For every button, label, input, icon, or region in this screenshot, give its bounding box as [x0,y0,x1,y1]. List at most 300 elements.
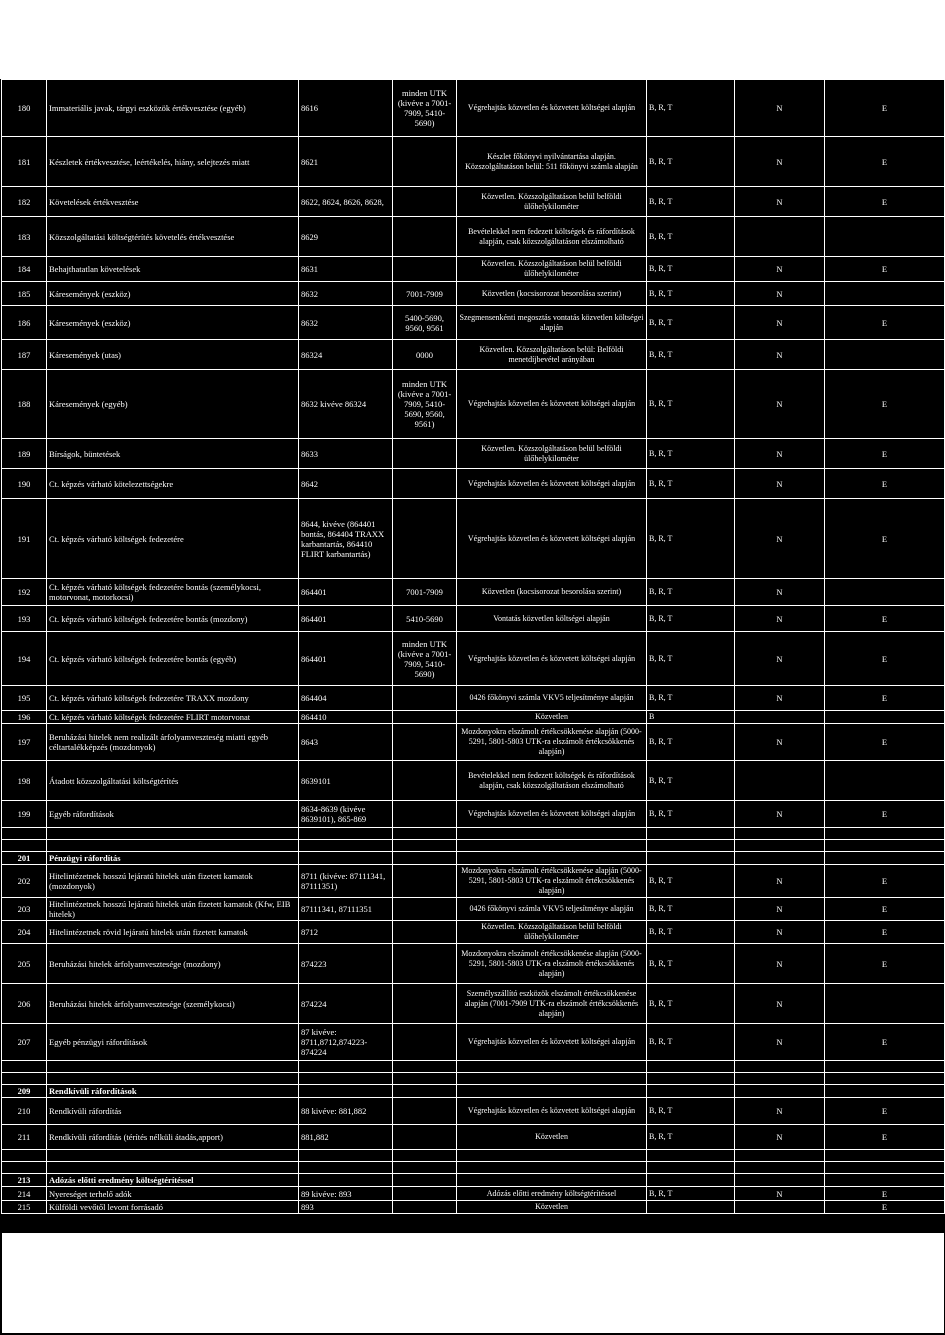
allocation-method: Mozdonyokra elszámolt értékcsökkenése alapján (5000-5291, 5801-5803 UTK-ra elszámolt értékcsökkenés alapján) [457,944,647,984]
allocation-method: Végrehajtás közvetlen és közvetett költségei alapján [457,80,647,137]
segment-flags: B, R, T [647,1125,735,1150]
segment-flags: B, R, T [647,761,735,801]
row-number: 180 [2,80,47,137]
segment-flags: B, R, T [647,686,735,711]
utk-range [393,686,457,711]
n-flag: N [735,632,825,686]
segment-flags [647,1174,735,1187]
table-row [2,1125,945,1150]
utk-range: minden UTK (kivéve a 7001-7909, 5410-5690) [393,632,457,686]
n-flag: N [735,340,825,370]
row-number: 205 [2,944,47,984]
n-flag: N [735,257,825,282]
utk-range [393,1098,457,1125]
table-row [2,632,945,686]
item-name: Közszolgáltatási költségtérítés követelés értékvesztése [47,217,299,257]
table-row [2,257,945,282]
account-code: 87 kivéve: 8711,8712,874223-874224 [299,1024,393,1061]
item-name [47,828,299,840]
allocation-method: Végrehajtás közvetlen és közvetett költségei alapján [457,499,647,579]
utk-range [393,1174,457,1187]
item-name [47,1162,299,1174]
utk-range [393,1150,457,1162]
e-flag: E [825,724,945,761]
e-flag: E [825,137,945,187]
segment-flags: B, R, T [647,632,735,686]
table-row [2,898,945,921]
item-name: Immateriális javak, tárgyi eszközök értékvesztése (egyéb) [47,80,299,137]
e-flag: E [825,1098,945,1125]
e-flag [825,1150,945,1162]
e-flag: E [825,898,945,921]
e-flag [825,1085,945,1098]
item-name: Ct. képzés várható költségek fedezetére FLIRT motorvonat [47,711,299,724]
allocation-method [457,1174,647,1187]
n-flag [735,711,825,724]
n-flag [735,217,825,257]
account-code: 8633 [299,439,393,469]
item-name [47,840,299,852]
row-number [2,1162,47,1174]
spacer-row [2,840,945,852]
spacer-row [2,1162,945,1174]
e-flag: E [825,306,945,340]
account-code [299,852,393,865]
n-flag: N [735,80,825,137]
row-number: 204 [2,921,47,944]
segment-flags: B, R, T [647,1098,735,1125]
account-code: 874223 [299,944,393,984]
account-code [299,1073,393,1085]
utk-range [393,801,457,828]
item-name: Ct. képzés várható költségek fedezetére TRAXX mozdony [47,686,299,711]
n-flag [735,1150,825,1162]
row-number: 194 [2,632,47,686]
account-code: 8622, 8624, 8626, 8628, [299,187,393,217]
utk-range: 5410-5690 [393,606,457,632]
allocation-method: Közvetlen. Közszolgáltatáson belül belföldi ülőhelykilométer [457,187,647,217]
row-number: 198 [2,761,47,801]
segment-flags: B, R, T [647,370,735,439]
row-number: 182 [2,187,47,217]
item-name: Káresemények (eszköz) [47,306,299,340]
table-row [2,340,945,370]
allocation-method: Személyszállító eszközök elszámolt értékcsökkenése alapján (7001-7909 UTK-ra elszámolt értékcsökkenés alapján) [457,984,647,1024]
row-number: 195 [2,686,47,711]
table-row [2,370,945,439]
segment-flags [647,1150,735,1162]
row-number [2,1061,47,1073]
item-name: Nyereséget terhelő adók [47,1187,299,1201]
item-name: Követelések értékvesztése [47,187,299,217]
n-flag: N [735,187,825,217]
utk-range [393,187,457,217]
e-flag: E [825,944,945,984]
segment-flags [647,840,735,852]
n-flag: N [735,865,825,898]
item-name: Hitelintézetnek hosszú lejáratú hitelek után fizetett kamatok (Kfw, EIB hitelek) [47,898,299,921]
allocation-method: 0426 főkönyvi számla VKV5 teljesítménye alapján [457,686,647,711]
segment-flags: B, R, T [647,921,735,944]
table-row [2,801,945,828]
e-flag: E [825,499,945,579]
allocation-method: Közvetlen. Közszolgáltatáson belül belföldi ülőhelykilométer [457,257,647,282]
row-number: 192 [2,579,47,606]
allocation-method: Közvetlen. Közszolgáltatáson belül: Belföldi menetdíjbevétel arányában [457,340,647,370]
e-flag [825,1174,945,1187]
row-number: 209 [2,1085,47,1098]
row-number: 193 [2,606,47,632]
e-flag: E [825,1187,945,1201]
account-code: 864410 [299,711,393,724]
row-number: 191 [2,499,47,579]
item-name [47,1061,299,1073]
account-code: 8643 [299,724,393,761]
row-number [2,828,47,840]
segment-flags: B, R, T [647,187,735,217]
segment-flags: B, R, T [647,499,735,579]
e-flag [825,1162,945,1174]
account-code: 8644, kivéve (864401 bontás, 864404 TRAXX karbantartás, 864410 FLIRT karbantartás) [299,499,393,579]
account-code: 864401 [299,632,393,686]
allocation-method: Bevételekkel nem fedezett költségek és ráfordítások alapján, csak közszolgáltatáson elszámolható [457,761,647,801]
item-name: Egyéb ráfordítások [47,801,299,828]
item-name: Bírságok, büntetések [47,439,299,469]
e-flag [825,1061,945,1073]
allocation-method: Végrehajtás közvetlen és közvetett költségei alapján [457,469,647,499]
account-code [299,1174,393,1187]
utk-range [393,1073,457,1085]
row-number: 186 [2,306,47,340]
row-number: 202 [2,865,47,898]
utk-range [393,1187,457,1201]
e-flag [825,340,945,370]
e-flag [825,282,945,306]
item-name: Beruházási hitelek árfolyamvesztesége (személykocsi) [47,984,299,1024]
account-code [299,840,393,852]
table-row [2,306,945,340]
account-code: 8639101 [299,761,393,801]
utk-range: 5400-5690, 9560, 9561 [393,306,457,340]
table-row [2,187,945,217]
item-name: Rendkívüli ráfordítás [47,1098,299,1125]
item-name: Egyéb pénzügyi ráfordítások [47,1024,299,1061]
segment-flags: B, R, T [647,1024,735,1061]
n-flag: N [735,499,825,579]
e-flag [825,579,945,606]
n-flag: N [735,686,825,711]
table-row [2,469,945,499]
row-number: 199 [2,801,47,828]
e-flag: E [825,469,945,499]
item-name: Behajthatatlan követelések [47,257,299,282]
row-number: 203 [2,898,47,921]
n-flag: N [735,1024,825,1061]
row-number: 196 [2,711,47,724]
allocation-method [457,1073,647,1085]
utk-range: 7001-7909 [393,282,457,306]
segment-flags: B, R, T [647,80,735,137]
account-code: 86324 [299,340,393,370]
e-flag [825,217,945,257]
n-flag [735,828,825,840]
item-name [47,1073,299,1085]
segment-flags: B, R, T [647,217,735,257]
item-name: Káresemények (utas) [47,340,299,370]
item-name: Hitelintézetnek hosszú lejáratú hitelek után fizetett kamatok (mozdonyok) [47,865,299,898]
account-code: 8631 [299,257,393,282]
allocation-method: Mozdonyokra elszámolt értékcsökkenése alapján (5000-5291, 5801-5803 UTK-ra elszámolt értékcsökkenés alapján) [457,865,647,898]
segment-flags: B, R, T [647,282,735,306]
account-code: 8642 [299,469,393,499]
table-row [2,439,945,469]
utk-range [393,944,457,984]
table-row [2,282,945,306]
row-number: 213 [2,1174,47,1187]
account-code: 89 kivéve: 893 [299,1187,393,1201]
e-flag: E [825,1125,945,1150]
table-row [2,686,945,711]
item-name: Beruházási hitelek nem realizált árfolyamveszteség miatti egyéb céltartalékképzés (mozdonyok) [47,724,299,761]
spacer-row [2,828,945,840]
table-row [2,1187,945,1201]
e-flag: E [825,1201,945,1214]
allocation-method: Közvetlen (kocsisorozat besorolása szerint) [457,579,647,606]
table-row [2,984,945,1024]
segment-flags [647,852,735,865]
segment-flags: B, R, T [647,898,735,921]
e-flag: E [825,865,945,898]
table-row [2,579,945,606]
e-flag: E [825,801,945,828]
row-number: 185 [2,282,47,306]
row-number: 201 [2,852,47,865]
section-header-row [2,852,945,865]
n-flag: N [735,606,825,632]
e-flag: E [825,257,945,282]
segment-flags: B, R, T [647,865,735,898]
table-row [2,606,945,632]
segment-flags: B, R, T [647,984,735,1024]
page-bottom-margin [2,1233,944,1333]
allocation-method: Végrehajtás közvetlen és közvetett költségei alapján [457,1098,647,1125]
utk-range [393,1085,457,1098]
row-number: 189 [2,439,47,469]
utk-range [393,984,457,1024]
row-number: 207 [2,1024,47,1061]
n-flag [735,1085,825,1098]
utk-range: 7001-7909 [393,579,457,606]
row-number: 210 [2,1098,47,1125]
account-code: 8616 [299,80,393,137]
allocation-method: Szegmensenkénti megosztás vontatás közvetlen költségei alapján [457,306,647,340]
allocation-method [457,852,647,865]
spacer-row [2,1061,945,1073]
allocation-method: Vontatás közvetlen költségei alapján [457,606,647,632]
item-name: Ct. képzés várható költségek fedezetére bontás (egyéb) [47,632,299,686]
table-row [2,1201,945,1214]
n-flag: N [735,137,825,187]
utk-range [393,1061,457,1073]
item-name: Rendkívüli ráfordítás (térítés nélküli átadás,apport) [47,1125,299,1150]
account-code: 8629 [299,217,393,257]
utk-range [393,898,457,921]
allocation-method: Közvetlen. Közszolgáltatáson belül belföldi ülőhelykilométer [457,921,647,944]
table-row [2,1098,945,1125]
n-flag [735,1162,825,1174]
n-flag: N [735,579,825,606]
utk-range [393,724,457,761]
n-flag [735,840,825,852]
allocation-method: Közvetlen [457,1201,647,1214]
item-name [47,1150,299,1162]
segment-flags: B, R, T [647,306,735,340]
section-header-row [2,1174,945,1187]
utk-range [393,852,457,865]
e-flag [825,711,945,724]
e-flag: E [825,187,945,217]
e-flag: E [825,80,945,137]
utk-range: 0000 [393,340,457,370]
account-code: 87111341, 87111351 [299,898,393,921]
row-number: 215 [2,1201,47,1214]
item-name: Adózás előtti eredmény költségtérítéssel [47,1174,299,1187]
n-flag: N [735,921,825,944]
account-code [299,1061,393,1073]
e-flag: E [825,606,945,632]
segment-flags: B, R, T [647,1187,735,1201]
row-number [2,1150,47,1162]
n-flag: N [735,984,825,1024]
allocation-method [457,828,647,840]
utk-range [393,828,457,840]
table-body [2,80,945,1214]
item-name: Ct. képzés várható kötelezettségekre [47,469,299,499]
utk-range [393,439,457,469]
account-code: 893 [299,1201,393,1214]
utk-range [393,499,457,579]
n-flag: N [735,1098,825,1125]
utk-range [393,1162,457,1174]
allocation-method: 0426 főkönyvi számla VKV5 teljesítménye alapján [457,898,647,921]
segment-flags: B, R, T [647,137,735,187]
account-code: 8634-8639 (kivéve 8639101), 865-869 [299,801,393,828]
table-row [2,80,945,137]
account-code: 864404 [299,686,393,711]
segment-flags: B, R, T [647,469,735,499]
spacer-row [2,1150,945,1162]
segment-flags: B, R, T [647,944,735,984]
utk-range [393,1125,457,1150]
utk-range [393,711,457,724]
row-number [2,1073,47,1085]
row-number: 188 [2,370,47,439]
item-name: Külföldi vevőtől levont forrásadó [47,1201,299,1214]
allocation-method: Végrehajtás közvetlen és közvetett költségei alapján [457,801,647,828]
account-code: 8632 [299,306,393,340]
row-number: 181 [2,137,47,187]
table-row [2,499,945,579]
allocation-method: Adózás előtti eredmény költségtérítéssel [457,1187,647,1201]
account-code: 8632 [299,282,393,306]
segment-flags: B, R, T [647,579,735,606]
segment-flags [647,1073,735,1085]
account-code [299,828,393,840]
item-name: Készletek értékvesztése, leértékelés, hiány, selejtezés miatt [47,137,299,187]
table-row [2,761,945,801]
allocation-method: Bevételekkel nem fedezett költségek és ráfordítások alapján, csak közszolgáltatáson elszámolható [457,217,647,257]
row-number [2,840,47,852]
item-name: Káresemények (eszköz) [47,282,299,306]
row-number: 197 [2,724,47,761]
e-flag: E [825,370,945,439]
row-number: 214 [2,1187,47,1201]
utk-range [393,840,457,852]
utk-range [393,1201,457,1214]
n-flag: N [735,724,825,761]
account-code: 874224 [299,984,393,1024]
item-name: Rendkívüli ráfordítások [47,1085,299,1098]
segment-flags [647,1201,735,1214]
item-name: Ct. képzés várható költségek fedezetére bontás (személykocsi, motorvonat, motorkocsi) [47,579,299,606]
account-code: 8621 [299,137,393,187]
e-flag [825,852,945,865]
segment-flags: B, R, T [647,801,735,828]
allocation-method [457,1061,647,1073]
n-flag: N [735,469,825,499]
n-flag: N [735,1187,825,1201]
segment-flags [647,828,735,840]
account-code: 864401 [299,579,393,606]
utk-range [393,257,457,282]
item-name: Ct. képzés várható költségek fedezetére bontás (mozdony) [47,606,299,632]
allocation-method: Végrehajtás közvetlen és közvetett költségei alapján [457,632,647,686]
account-code [299,1150,393,1162]
table-row [2,1024,945,1061]
utk-range [393,921,457,944]
segment-flags: B, R, T [647,257,735,282]
n-flag: N [735,439,825,469]
segment-flags [647,1162,735,1174]
item-name: Beruházási hitelek árfolyamvesztesége (mozdony) [47,944,299,984]
e-flag [825,828,945,840]
n-flag [735,1061,825,1073]
account-code [299,1162,393,1174]
utk-range: minden UTK (kivéve a 7001-7909, 5410-5690) [393,80,457,137]
e-flag [825,984,945,1024]
row-number: 187 [2,340,47,370]
utk-range: minden UTK (kivéve a 7001-7909, 5410-5690, 9560, 9561) [393,370,457,439]
cost-allocation-table [1,79,945,1214]
table-row [2,724,945,761]
allocation-method [457,1162,647,1174]
account-code: 881,882 [299,1125,393,1150]
n-flag [735,1174,825,1187]
n-flag: N [735,944,825,984]
segment-flags [647,1061,735,1073]
utk-range [393,761,457,801]
n-flag: N [735,898,825,921]
e-flag [825,1073,945,1085]
spacer-row [2,1073,945,1085]
account-code: 864401 [299,606,393,632]
section-header-row [2,1085,945,1098]
n-flag [735,1201,825,1214]
row-number: 183 [2,217,47,257]
e-flag: E [825,921,945,944]
account-code [299,1085,393,1098]
utk-range [393,469,457,499]
